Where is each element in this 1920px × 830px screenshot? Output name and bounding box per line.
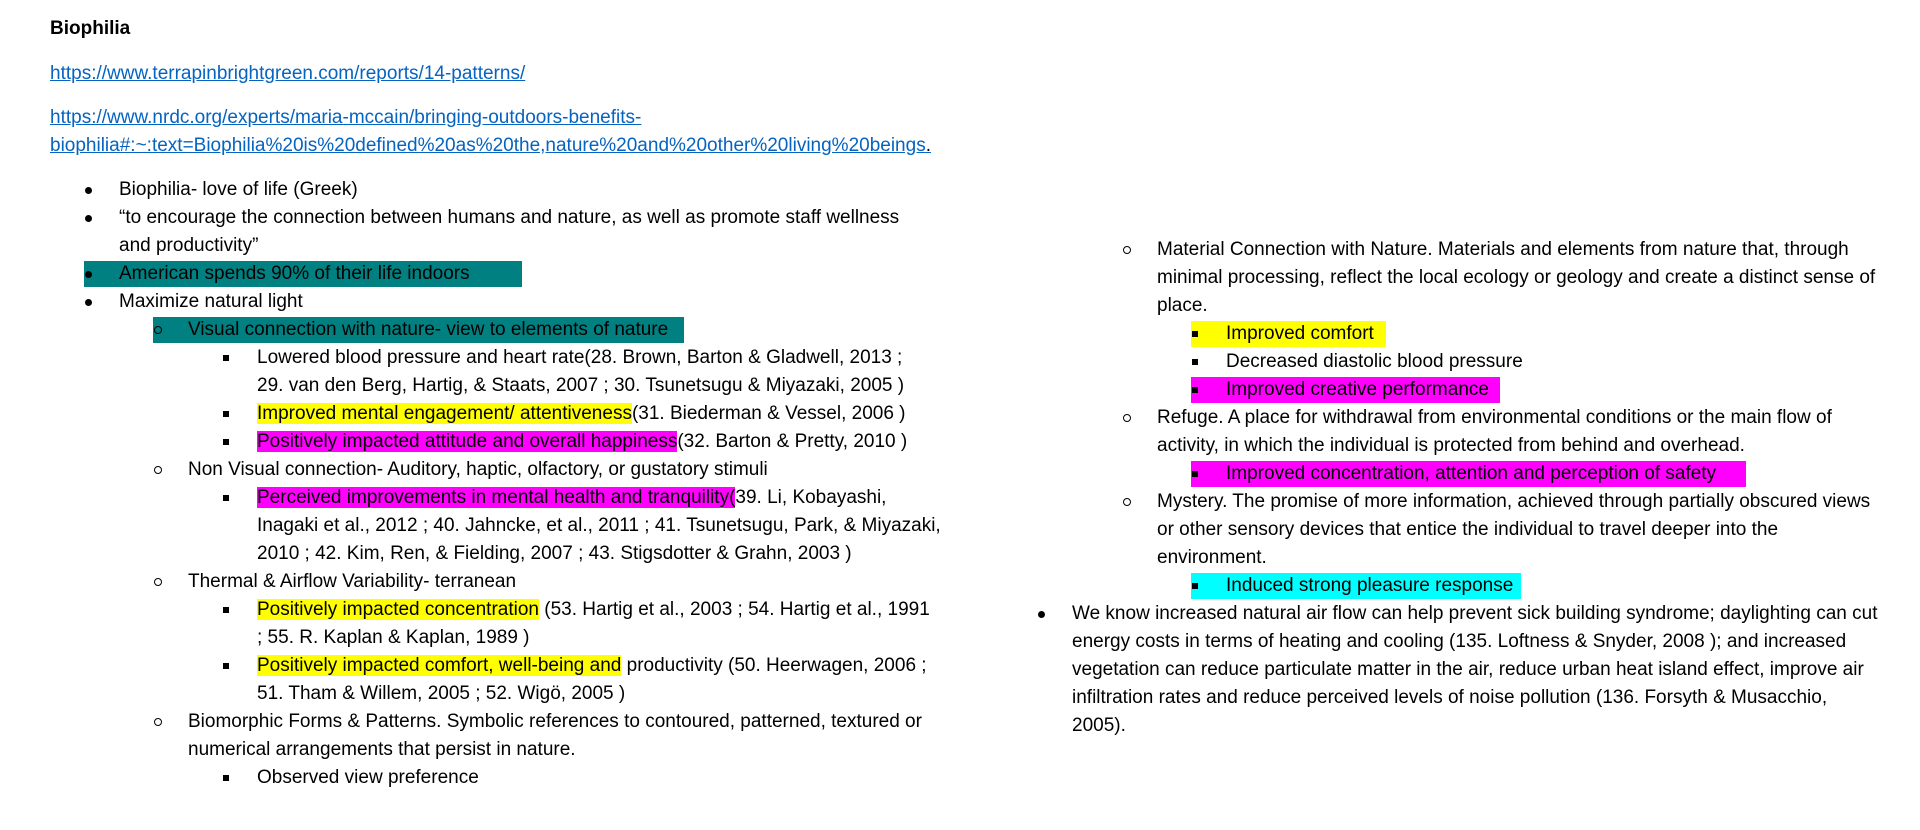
circle-bullet-icon [154,326,162,334]
list-item-highlighted: American spends 90% of their life indoors [50,260,950,288]
sub-list-item: Non Visual connection- Auditory, haptic, olfactory, or gustatory stimuli [50,456,950,484]
square-bullet-icon [223,775,229,781]
right-bullet-list [1036,236,1906,600]
sub-sub-list-item: Positively impacted comfort, well-being and productivity (50. Heerwagen, 2006 ; 51. Tham & Willem, 2005 ; 52. Wigö, 2005 ) [50,652,950,708]
disc-bullet-icon [85,271,92,278]
sub-list-item-highlighted: Visual connection with nature- view to elements of nature [50,316,950,344]
square-bullet-icon [223,411,229,417]
square-bullet-icon [223,439,229,445]
nrdc-link-line2[interactable]: biophilia#:~:text=Biophilia%20is%20defined%20as%20the,nature%20and%20other%20living%20beings [50,135,926,156]
sub-list-item: Material Connection with Nature. Materials and elements from nature that, through minimal processing, reflect the local ecology or geology and create a distinct sense of place. [1036,236,1906,320]
left-bullet-list [50,176,950,792]
circle-bullet-icon [1123,498,1131,506]
list-item: “to encourage the connection between humans and nature, as well as promote staff wellness and productivity” [50,204,950,260]
list-item: We know increased natural air flow can help prevent sick building syndrome; daylighting can cut energy costs in terms of heating and cooling (135. Loftness & Snyder, 2008 ); and increased vegetation can reduce particulate matter in the air, reduce urban heat island effect, improve air infiltration rates and reduce perceived levels of noise pollution (136. Forsyth & Musacchio, 2005). [1020,600,1900,740]
link-trailing-period: . [925,135,931,156]
disc-bullet-icon [1038,611,1045,618]
sub-sub-list-item-highlighted: Induced strong pleasure response [1036,572,1906,600]
circle-bullet-icon [1123,414,1131,422]
list-item: Maximize natural light [50,288,950,316]
right-paragraph-list [1020,600,1900,740]
square-bullet-icon [1192,387,1198,393]
document-title: Biophilia [50,18,131,39]
sub-sub-list-item: Lowered blood pressure and heart rate(28. Brown, Barton & Gladwell, 2013 ; 29. van den Berg, Hartig, & Staats, 2007 ; 30. Tsunetsugu & Miyazaki, 2005 ) [50,344,950,400]
list-item: Biophilia- love of life (Greek) [50,176,950,204]
nrdc-link-line1[interactable]: https://www.nrdc.org/experts/maria-mccain/bringing-outdoors-benefits- [50,107,642,128]
square-bullet-icon [223,663,229,669]
square-bullet-icon [1192,331,1198,337]
sub-sub-list-item: Positively impacted concentration (53. Hartig et al., 2003 ; 54. Hartig et al., 1991 ; 55. R. Kaplan & Kaplan, 1989 ) [50,596,950,652]
circle-bullet-icon [1123,246,1131,254]
square-bullet-icon [1192,583,1198,589]
sub-sub-list-item: Improved mental engagement/ attentiveness(31. Biederman & Vessel, 2006 ) [50,400,950,428]
square-bullet-icon [223,355,229,361]
disc-bullet-icon [85,187,92,194]
disc-bullet-icon [85,299,92,306]
sub-list-item: Biomorphic Forms & Patterns. Symbolic references to contoured, patterned, textured or numerical arrangements that persist in nature. [50,708,950,764]
sub-sub-list-item-highlighted: Improved comfort [1036,320,1906,348]
circle-bullet-icon [154,578,162,586]
square-bullet-icon [223,607,229,613]
sub-list-item: Refuge. A place for withdrawal from environmental conditions or the main flow of activity, in which the individual is protected from behind and overhead. [1036,404,1906,460]
sub-sub-list-item: Observed view preference [50,764,950,792]
terrapin-link[interactable]: https://www.terrapinbrightgreen.com/reports/14-patterns/ [50,63,526,84]
disc-bullet-icon [85,215,92,222]
sub-sub-list-item-highlighted: Improved creative performance [1036,376,1906,404]
sub-list-item: Thermal & Airflow Variability- terranean [50,568,950,596]
sub-sub-list-item: Decreased diastolic blood pressure [1036,348,1906,376]
nrdc-link[interactable] [50,104,931,160]
sub-sub-list-item: Positively impacted attitude and overall happiness(32. Barton & Pretty, 2010 ) [50,428,950,456]
circle-bullet-icon [154,718,162,726]
square-bullet-icon [1192,471,1198,477]
circle-bullet-icon [154,466,162,474]
sub-sub-list-item-highlighted: Improved concentration, attention and perception of safety [1036,460,1906,488]
sub-list-item: Mystery. The promise of more information, achieved through partially obscured views or other sensory devices that entice the individual to travel deeper into the environment. [1036,488,1906,572]
square-bullet-icon [1192,359,1198,365]
sub-sub-list-item: Perceived improvements in mental health and tranquility(39. Li, Kobayashi, Inagaki et al., 2012 ; 40. Jahncke, et al., 2011 ; 41. Tsunetsugu, Park, & Miyazaki, 2010 ; 42. Kim, Ren, & Fielding, 2007 ; 43. Stigsdotter & Grahn, 2003 ) [50,484,950,568]
square-bullet-icon [223,495,229,501]
